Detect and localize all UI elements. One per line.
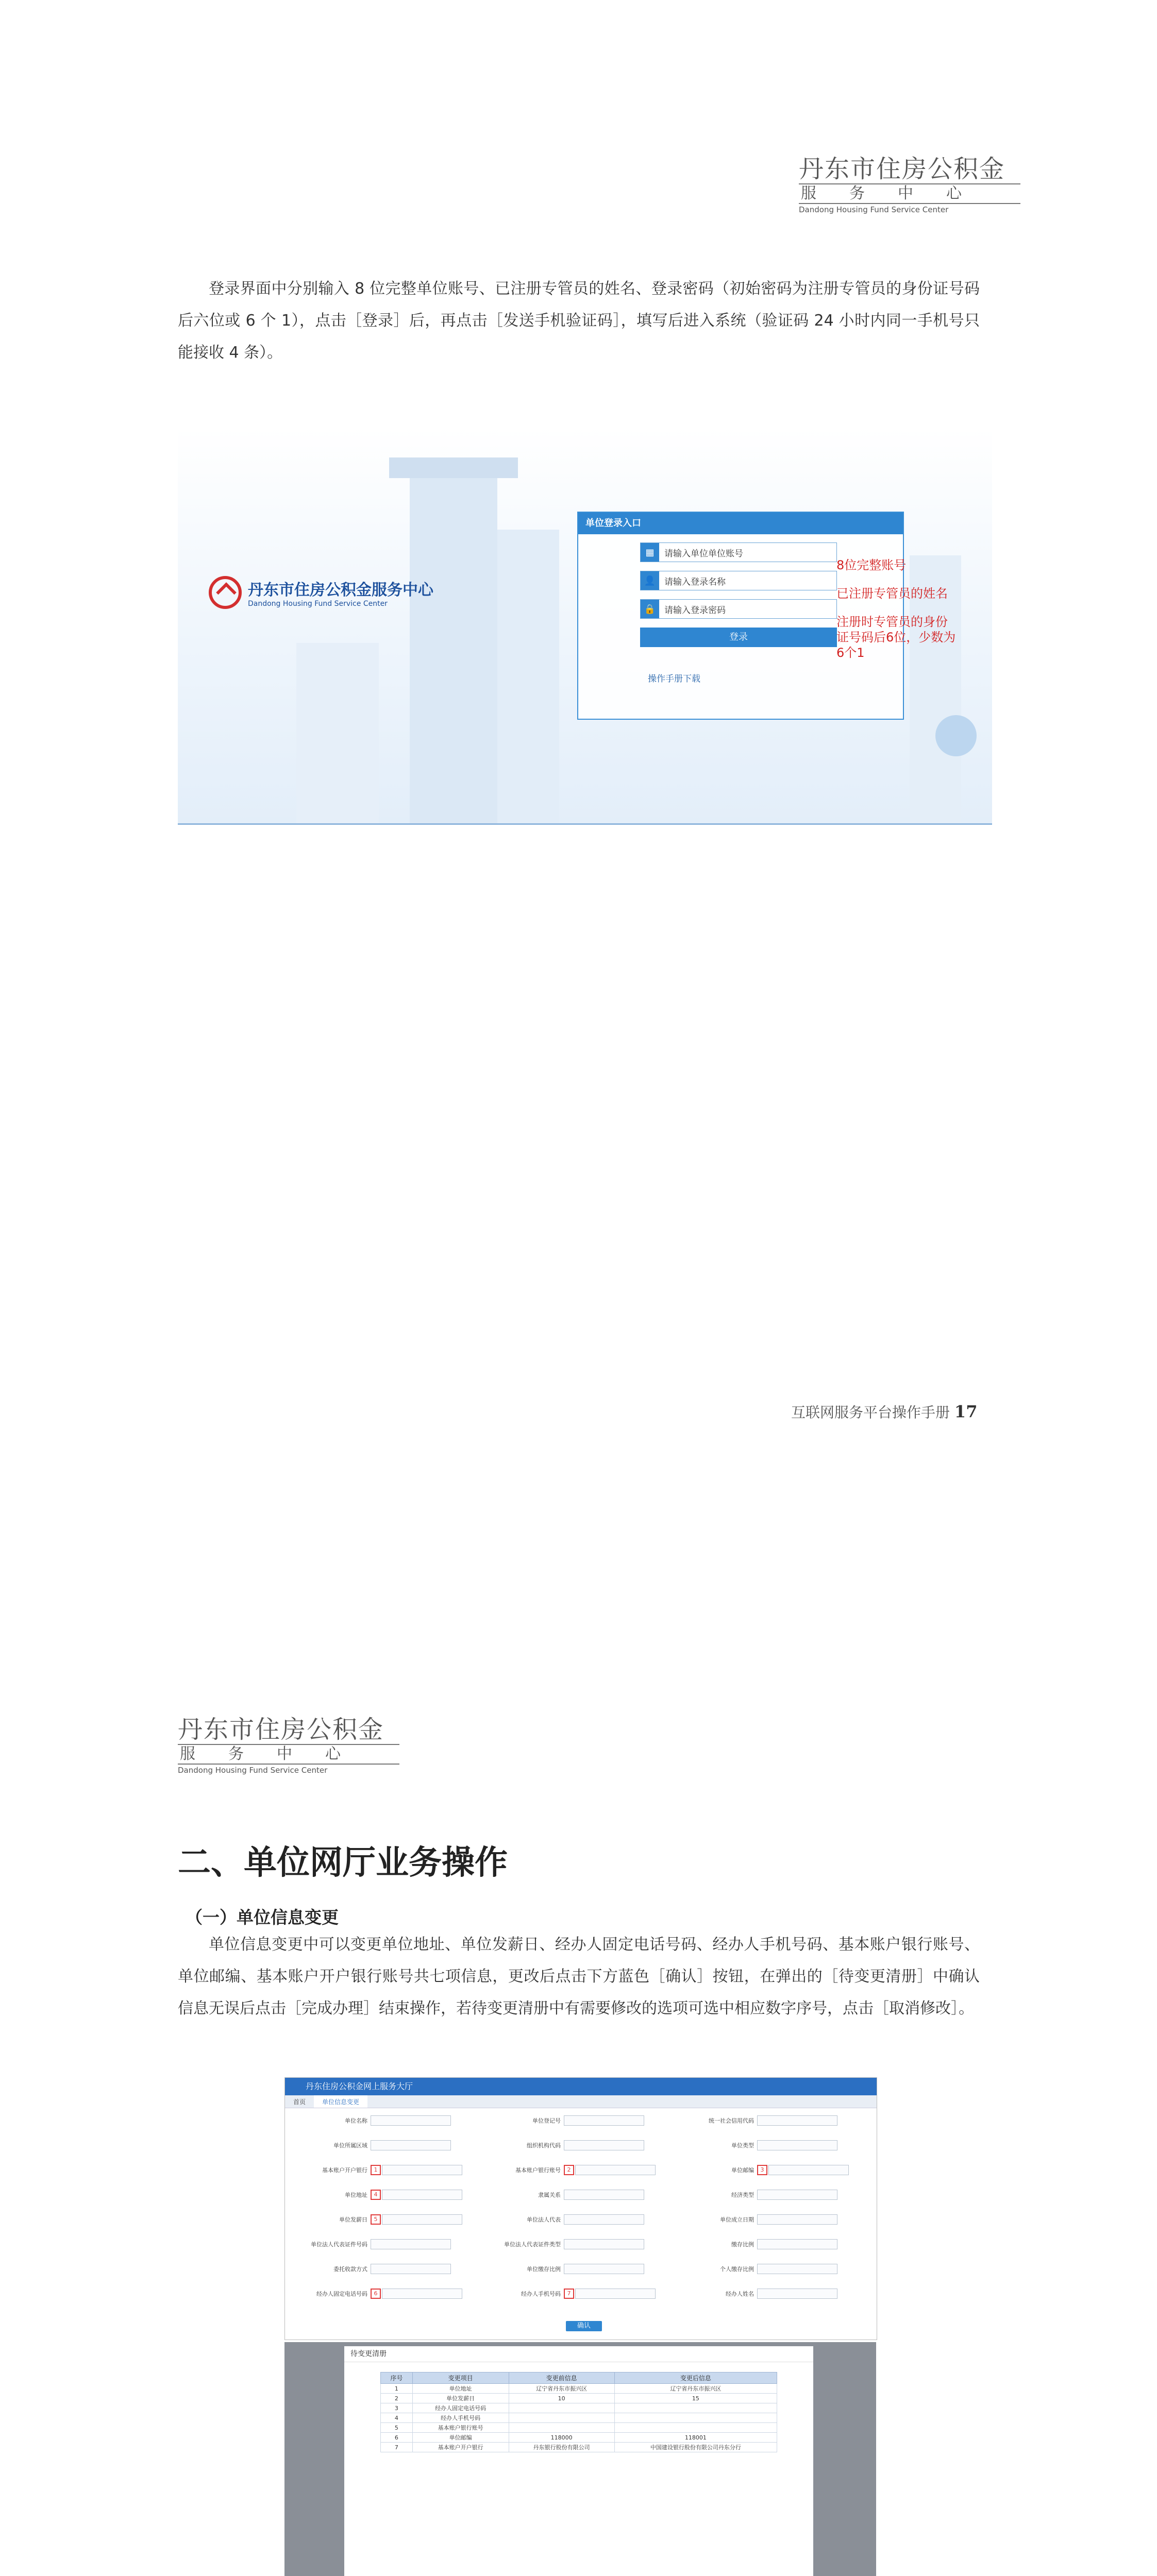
form-field-input[interactable] [371,2264,451,2274]
account-placeholder: 请输入单位单位账号 [664,548,743,559]
page-18 [0,1558,1157,2576]
form-field [682,2288,837,2299]
table-row[interactable] [381,2384,777,2394]
section-title: 二、单位网厅业务操作 [178,1844,508,1882]
form-field-label: 缴存比例 [731,2241,754,2248]
bg-building [389,457,518,478]
annotation-account: 8位完整账号 [836,558,907,572]
form-field [489,2189,644,2200]
login-instructions: 登录界面中分别输入 8 位完整单位账号、已注册专管员的姓名、登录密码（初始密码为注册专管员的身份证号码后六位或 6 个 1），点击［登录］后，再点击［发送手机验证码］，填写后进入系统（验证码 24 小时内同一手机号只能接收 4 条）。 [178,280,980,362]
table-cell: 单位邮编 [412,2433,509,2443]
table-cell: 118000 [509,2433,614,2443]
form-field [682,2239,837,2250]
center-name: 丹东市住房公积金服务中心 [248,581,433,599]
header-logo [799,155,1020,215]
page-number: 17 [954,1402,978,1421]
form-field-label: 基本账户开户银行 [322,2167,367,2174]
field-number-badge: 7 [564,2289,574,2299]
center-logo [209,576,433,609]
form-field [682,2140,837,2151]
form-field-label: 隶属关系 [538,2192,561,2198]
info-change-instructions: 单位信息变更中可以变更单位地址、单位发薪日、经办人固定电话号码、经办人手机号码、基本账户银行账号、单位邮编、基本账户开户银行账号共七项信息，更改后点击下方蓝色［确认］按钮，在弹出的［待变更清册］中确认信息无误后点击［完成办理］结束操作，若待变更清册中有需要修改的选项可选中相应数字序号，点击［取消修改］。 [178,1936,980,2018]
table-row[interactable] [381,2394,777,2403]
form-field-label: 经办人手机号码 [521,2291,561,2297]
annotation-password: 注册时专管员的身份证号码后6位，少数为6个1 [836,615,956,660]
form-field-input[interactable] [575,2289,656,2299]
form-field [295,2140,451,2151]
field-number-badge: 4 [371,2190,381,2200]
footer-text: 互联网服务平台操作手册 [791,1404,950,1421]
form-field [295,2189,462,2200]
table-cell [509,2413,614,2423]
form-field-input[interactable] [757,2264,837,2274]
form-field-input[interactable] [382,2165,462,2175]
form-field-input[interactable] [564,2264,644,2274]
field-number-badge: 3 [757,2165,767,2175]
form-field-input[interactable] [575,2165,656,2175]
form-field [295,2214,462,2225]
table-cell: 辽宁省丹东市振兴区 [614,2384,777,2394]
form-field-label: 单位成立日期 [720,2216,754,2223]
form-field-input[interactable] [371,2239,451,2249]
table-cell: 10 [509,2394,614,2403]
logo-subtitle: 服务中心 [799,183,1020,204]
table-cell: 5 [381,2423,413,2433]
bg-building [497,530,559,823]
center-name-en: Dandong Housing Fund Service Center [248,600,388,608]
portal-title-bar: 丹东住房公积金网上服务大厅 [285,2078,877,2095]
table-cell [614,2413,777,2423]
pending-change-dialog-screenshot [284,2342,876,2576]
dialog-title: 待变更清册 [344,2346,813,2362]
form-field-input[interactable] [564,2140,644,2150]
table-row[interactable] [381,2403,777,2413]
form-field-label: 单位地址 [345,2192,367,2198]
building-icon: ▦ [641,543,659,562]
form-field-input[interactable] [564,2239,644,2249]
form-field [682,2115,837,2126]
form-field [489,2239,644,2250]
login-screenshot [178,427,992,825]
form-field-input[interactable] [757,2115,837,2126]
username-input[interactable] [640,571,837,590]
form-field-label: 单位法人代表 [527,2216,561,2223]
table-row[interactable] [381,2423,777,2433]
form-field-label: 单位法人代表证件类型 [504,2241,561,2248]
form-field-input[interactable] [382,2214,462,2225]
form-field-input[interactable] [757,2239,837,2249]
table-cell: 经办人手机号码 [412,2413,509,2423]
lock-icon: 🔒 [641,600,659,618]
form-field [682,2263,837,2275]
annotation-name: 已注册专管员的姓名 [836,586,948,601]
form-field-label: 单位邮编 [731,2167,754,2174]
form-field-input[interactable] [757,2214,837,2225]
field-number-badge: 1 [371,2165,381,2175]
form-field [682,2214,837,2225]
form-field-label: 基本账户银行账号 [515,2167,561,2174]
form-field [489,2115,644,2126]
form-field-label: 个人缴存比例 [720,2266,754,2273]
form-field-input[interactable] [757,2140,837,2150]
form-field-label: 单位法人代表证件号码 [311,2241,367,2248]
user-icon: 👤 [641,571,659,590]
table-header-cell: 变更项目 [412,2372,509,2384]
table-cell: 7 [381,2443,413,2452]
center-logo-mark-icon [209,576,242,609]
form-field-input[interactable] [757,2190,837,2200]
form-field [489,2164,656,2176]
info-change-form-screenshot [284,2077,877,2340]
password-placeholder: 请输入登录密码 [664,605,726,616]
form-field-label: 单位所属区域 [333,2142,367,2149]
form-field-label: 单位类型 [731,2142,754,2149]
form-field [489,2214,644,2225]
table-row[interactable] [381,2413,777,2423]
table-cell [614,2403,777,2413]
form-field-input[interactable] [371,2115,451,2126]
form-field [295,2239,451,2250]
form-field-input[interactable] [564,2190,644,2200]
login-panel-title: 单位登录入口 [578,513,903,534]
form-field [489,2263,644,2275]
field-number-badge: 2 [564,2165,574,2175]
table-cell: 丹东银行股份有限公司 [509,2443,614,2452]
form-field [489,2140,644,2151]
form-field-label: 单位发薪日 [339,2216,367,2223]
table-cell: 15 [614,2394,777,2403]
table-cell: 3 [381,2403,413,2413]
logo-subtitle: 服务中心 [178,1744,399,1765]
pending-change-dialog [344,2346,813,2576]
confirm-button[interactable]: 确认 [566,2321,602,2331]
table-cell: 辽宁省丹东市振兴区 [509,2384,614,2394]
logo-english: Dandong Housing Fund Service Center [178,1766,328,1775]
table-cell: 4 [381,2413,413,2423]
table-cell: 1 [381,2384,413,2394]
table-cell: 经办人固定电话号码 [412,2403,509,2413]
logo-english: Dandong Housing Fund Service Center [799,205,949,214]
table-cell [509,2403,614,2413]
form-field-input[interactable] [757,2289,837,2299]
table-header-cell: 变更前信息 [509,2372,614,2384]
form-field-label: 经办人姓名 [726,2291,754,2297]
subsection-title: （一）单位信息变更 [186,1907,339,1927]
form-field-label: 单位登记号 [532,2117,561,2124]
form-field-label: 经济类型 [731,2192,754,2198]
form-field [295,2164,462,2176]
table-cell: 6 [381,2433,413,2443]
form-field-input[interactable] [564,2214,644,2225]
table-row[interactable] [381,2433,777,2443]
field-number-badge: 6 [371,2289,381,2299]
manual-download-link[interactable]: 操作手册下载 [648,674,700,684]
logo-title: 丹东市住房公积金 [799,155,1005,183]
form-field-label: 组织机构代码 [527,2142,561,2149]
table-cell: 基本账户开户银行 [412,2443,509,2452]
table-cell: 2 [381,2394,413,2403]
form-field-label: 委托收款方式 [333,2266,367,2273]
form-field-label: 单位缴存比例 [527,2266,561,2273]
account-input[interactable] [640,543,837,562]
header-logo [178,1715,399,1776]
form-field [682,2189,837,2200]
page-footer [791,1401,977,1422]
tab-home[interactable]: 首页 [293,2098,306,2106]
table-row[interactable] [381,2443,777,2452]
form-field [295,2115,451,2126]
form-field-input[interactable] [564,2115,644,2126]
password-input[interactable] [640,599,837,619]
table-cell: 单位地址 [412,2384,509,2394]
form-field-input[interactable] [382,2289,462,2299]
pending-change-table [380,2372,777,2452]
table-cell: 118001 [614,2433,777,2443]
table-cell: 中国建设银行股份有限公司丹东分行 [614,2443,777,2452]
form-field-input[interactable] [371,2140,451,2150]
table-cell [614,2423,777,2433]
bg-building [410,473,497,823]
username-placeholder: 请输入登录名称 [664,577,726,587]
table-cell [509,2423,614,2433]
table-header-cell: 序号 [381,2372,413,2384]
field-number-badge: 5 [371,2214,381,2225]
table-cell: 单位发薪日 [412,2394,509,2403]
form-field-label: 单位名称 [345,2117,367,2124]
form-field [295,2288,462,2299]
portal-tabs [285,2095,877,2108]
form-field-input[interactable] [382,2190,462,2200]
form-field [682,2164,849,2176]
form-field-input[interactable] [768,2165,849,2175]
logo-title: 丹东市住房公积金 [178,1715,384,1744]
login-button[interactable]: 登录 [640,628,837,647]
table-cell: 基本账户银行账号 [412,2423,509,2433]
bg-building [296,643,379,823]
form-field-label: 统一社会信用代码 [709,2117,754,2124]
bg-tree [935,715,977,756]
tab-info-change[interactable]: 单位信息变更 [314,2095,367,2108]
form-field [295,2263,451,2275]
form-field [489,2288,656,2299]
form-field-label: 经办人固定电话号码 [316,2291,367,2297]
table-header-cell: 变更后信息 [614,2372,777,2384]
